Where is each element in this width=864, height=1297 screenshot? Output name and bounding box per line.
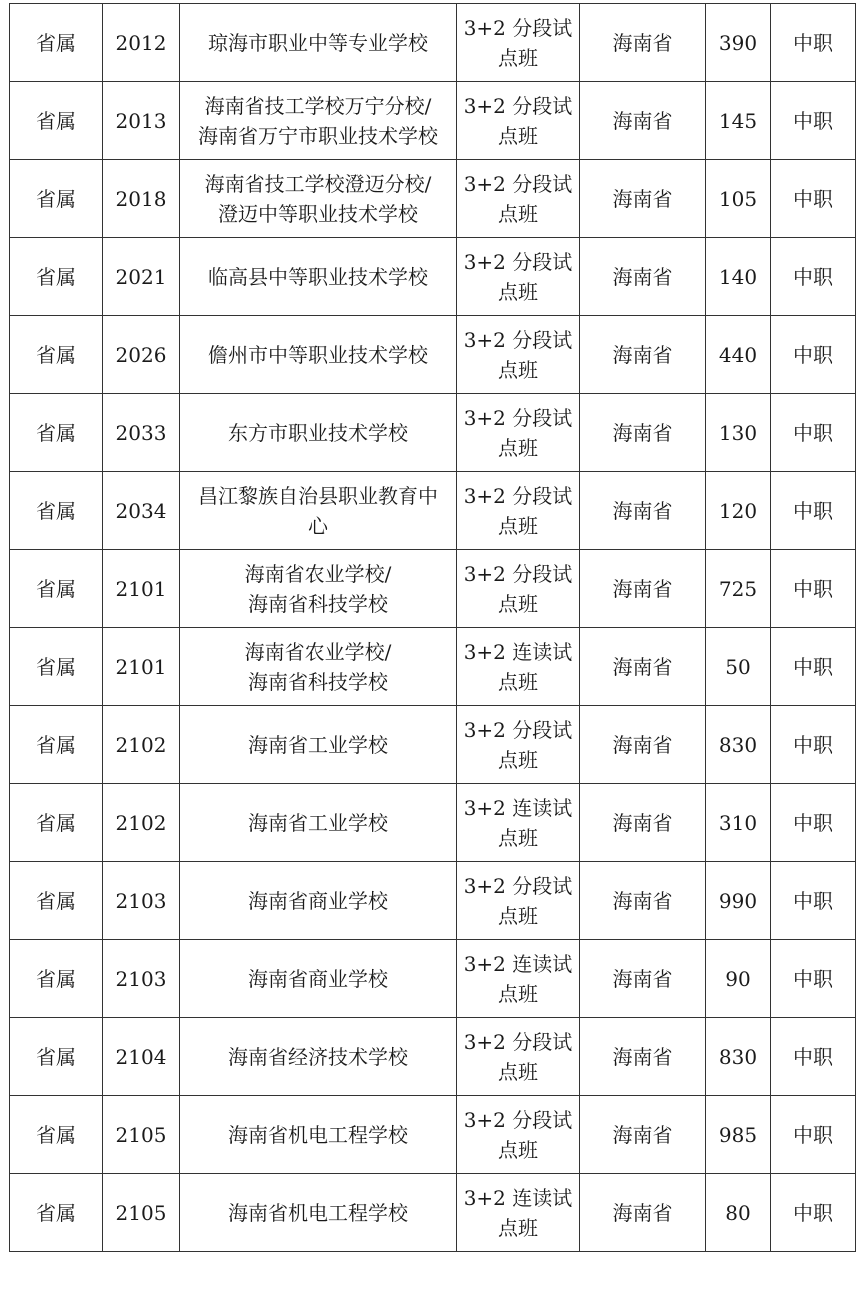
level-cell-line: 中职 xyxy=(793,732,833,757)
level-cell xyxy=(771,784,856,862)
table-row xyxy=(10,1096,856,1174)
school-name-cell-line: 澄迈中等职业技术学校 xyxy=(218,201,418,226)
level-cell xyxy=(771,1018,856,1096)
program-type-cell xyxy=(457,784,580,862)
level-cell xyxy=(771,4,856,82)
school-code-cell-line: 2102 xyxy=(115,810,167,835)
school-name-cell-line: 海南省机电工程学校 xyxy=(228,1200,408,1225)
region-cell-line: 海南省 xyxy=(612,1122,673,1147)
region-cell xyxy=(580,940,706,1018)
table-row xyxy=(10,238,856,316)
school-code-cell-line: 2102 xyxy=(115,732,167,757)
school-code-cell xyxy=(103,472,180,550)
school-code-cell xyxy=(103,394,180,472)
school-code-cell-line: 2018 xyxy=(115,186,167,211)
level-cell xyxy=(771,628,856,706)
region-cell xyxy=(580,4,706,82)
program-type-cell-line: 点班 xyxy=(498,279,538,304)
table-row xyxy=(10,4,856,82)
affiliation-cell xyxy=(10,862,103,940)
school-code-cell-line: 2033 xyxy=(115,420,167,445)
enrollment-plan-table xyxy=(9,3,856,1252)
region-cell-line: 海南省 xyxy=(612,810,673,835)
quota-cell xyxy=(706,862,771,940)
program-type-cell xyxy=(457,862,580,940)
program-type-cell-line: 3+2 分段试 xyxy=(463,93,573,118)
table-row xyxy=(10,82,856,160)
school-name-cell-line: 东方市职业技术学校 xyxy=(228,420,408,445)
level-cell xyxy=(771,862,856,940)
program-type-cell-line: 点班 xyxy=(498,45,538,70)
quota-cell-line: 80 xyxy=(725,1200,751,1225)
region-cell-line: 海南省 xyxy=(612,1044,673,1069)
school-code-cell xyxy=(103,940,180,1018)
table-row xyxy=(10,1018,856,1096)
region-cell xyxy=(580,862,706,940)
level-cell xyxy=(771,394,856,472)
affiliation-cell-line: 省属 xyxy=(36,420,76,445)
level-cell xyxy=(771,160,856,238)
school-code-cell-line: 2013 xyxy=(115,108,167,133)
region-cell-line: 海南省 xyxy=(612,342,673,367)
quota-cell-line: 830 xyxy=(718,732,758,757)
school-name-cell xyxy=(180,706,457,784)
program-type-cell-line: 3+2 分段试 xyxy=(463,1107,573,1132)
program-type-cell-line: 点班 xyxy=(498,435,538,460)
quota-cell-line: 390 xyxy=(718,30,758,55)
affiliation-cell xyxy=(10,238,103,316)
school-code-cell-line: 2034 xyxy=(115,498,167,523)
quota-cell-line: 120 xyxy=(718,498,758,523)
level-cell xyxy=(771,82,856,160)
school-name-cell xyxy=(180,862,457,940)
quota-cell xyxy=(706,706,771,784)
level-cell xyxy=(771,940,856,1018)
school-code-cell xyxy=(103,160,180,238)
school-code-cell xyxy=(103,550,180,628)
level-cell-line: 中职 xyxy=(793,420,833,445)
school-code-cell-line: 2104 xyxy=(115,1044,167,1069)
school-name-cell xyxy=(180,940,457,1018)
school-name-cell xyxy=(180,472,457,550)
affiliation-cell xyxy=(10,784,103,862)
school-name-cell-line: 心 xyxy=(308,513,328,538)
school-name-cell-line: 儋州市中等职业技术学校 xyxy=(208,342,428,367)
program-type-cell-line: 3+2 分段试 xyxy=(463,1029,573,1054)
quota-cell xyxy=(706,940,771,1018)
region-cell xyxy=(580,160,706,238)
school-code-cell xyxy=(103,1018,180,1096)
school-name-cell xyxy=(180,628,457,706)
school-name-cell xyxy=(180,394,457,472)
program-type-cell-line: 3+2 分段试 xyxy=(463,483,573,508)
school-code-cell-line: 2101 xyxy=(115,654,167,679)
quota-cell xyxy=(706,550,771,628)
table-row xyxy=(10,784,856,862)
program-type-cell-line: 点班 xyxy=(498,981,538,1006)
quota-cell xyxy=(706,394,771,472)
affiliation-cell-line: 省属 xyxy=(36,1122,76,1147)
affiliation-cell xyxy=(10,82,103,160)
school-name-cell-line: 昌江黎族自治县职业教育中 xyxy=(198,483,438,508)
program-type-cell xyxy=(457,1018,580,1096)
region-cell-line: 海南省 xyxy=(612,576,673,601)
school-name-cell-line: 海南省经济技术学校 xyxy=(228,1044,408,1069)
school-name-cell-line: 临高县中等职业技术学校 xyxy=(208,264,428,289)
program-type-cell-line: 3+2 分段试 xyxy=(463,873,573,898)
quota-cell xyxy=(706,4,771,82)
region-cell-line: 海南省 xyxy=(612,420,673,445)
affiliation-cell xyxy=(10,4,103,82)
region-cell xyxy=(580,550,706,628)
program-type-cell-line: 点班 xyxy=(498,357,538,382)
quota-cell xyxy=(706,784,771,862)
affiliation-cell xyxy=(10,1018,103,1096)
school-code-cell xyxy=(103,628,180,706)
program-type-cell-line: 3+2 分段试 xyxy=(463,15,573,40)
affiliation-cell-line: 省属 xyxy=(36,654,76,679)
school-code-cell xyxy=(103,706,180,784)
level-cell-line: 中职 xyxy=(793,1044,833,1069)
affiliation-cell xyxy=(10,394,103,472)
school-code-cell xyxy=(103,82,180,160)
quota-cell-line: 830 xyxy=(718,1044,758,1069)
region-cell xyxy=(580,1018,706,1096)
quota-cell xyxy=(706,160,771,238)
level-cell-line: 中职 xyxy=(793,1122,833,1147)
program-type-cell-line: 点班 xyxy=(498,825,538,850)
level-cell xyxy=(771,472,856,550)
region-cell-line: 海南省 xyxy=(612,498,673,523)
affiliation-cell xyxy=(10,472,103,550)
program-type-cell xyxy=(457,238,580,316)
program-type-cell-line: 3+2 分段试 xyxy=(463,405,573,430)
quota-cell xyxy=(706,316,771,394)
school-name-cell xyxy=(180,82,457,160)
table-row xyxy=(10,160,856,238)
program-type-cell-line: 点班 xyxy=(498,1215,538,1240)
school-name-cell-line: 海南省商业学校 xyxy=(248,966,388,991)
program-type-cell xyxy=(457,706,580,784)
school-code-cell-line: 2101 xyxy=(115,576,167,601)
level-cell-line: 中职 xyxy=(793,186,833,211)
program-type-cell xyxy=(457,1096,580,1174)
program-type-cell xyxy=(457,4,580,82)
affiliation-cell xyxy=(10,160,103,238)
school-name-cell xyxy=(180,1018,457,1096)
affiliation-cell-line: 省属 xyxy=(36,576,76,601)
school-code-cell-line: 2105 xyxy=(115,1200,167,1225)
quota-cell xyxy=(706,1018,771,1096)
quota-cell-line: 145 xyxy=(718,108,758,133)
program-type-cell-line: 点班 xyxy=(498,123,538,148)
level-cell-line: 中职 xyxy=(793,810,833,835)
program-type-cell-line: 点班 xyxy=(498,201,538,226)
region-cell-line: 海南省 xyxy=(612,186,673,211)
region-cell-line: 海南省 xyxy=(612,654,673,679)
school-name-cell xyxy=(180,4,457,82)
affiliation-cell xyxy=(10,316,103,394)
region-cell xyxy=(580,1174,706,1252)
school-code-cell-line: 2105 xyxy=(115,1122,167,1147)
region-cell-line: 海南省 xyxy=(612,966,673,991)
region-cell xyxy=(580,472,706,550)
program-type-cell-line: 点班 xyxy=(498,747,538,772)
level-cell-line: 中职 xyxy=(793,342,833,367)
region-cell xyxy=(580,238,706,316)
school-name-cell xyxy=(180,160,457,238)
program-type-cell-line: 3+2 分段试 xyxy=(463,171,573,196)
school-code-cell xyxy=(103,862,180,940)
school-name-cell-line: 海南省商业学校 xyxy=(248,888,388,913)
quota-cell-line: 990 xyxy=(718,888,758,913)
affiliation-cell xyxy=(10,550,103,628)
level-cell-line: 中职 xyxy=(793,30,833,55)
school-code-cell-line: 2103 xyxy=(115,888,167,913)
program-type-cell xyxy=(457,550,580,628)
affiliation-cell-line: 省属 xyxy=(36,966,76,991)
school-name-cell-line: 海南省工业学校 xyxy=(248,810,388,835)
table-row xyxy=(10,316,856,394)
level-cell-line: 中职 xyxy=(793,1200,833,1225)
program-type-cell xyxy=(457,160,580,238)
quota-cell xyxy=(706,1096,771,1174)
school-code-cell-line: 2103 xyxy=(115,966,167,991)
quota-cell-line: 440 xyxy=(718,342,758,367)
program-type-cell-line: 3+2 连读试 xyxy=(463,639,573,664)
program-type-cell-line: 3+2 连读试 xyxy=(463,951,573,976)
school-name-cell xyxy=(180,784,457,862)
level-cell-line: 中职 xyxy=(793,654,833,679)
school-code-cell xyxy=(103,4,180,82)
program-type-cell xyxy=(457,940,580,1018)
affiliation-cell xyxy=(10,940,103,1018)
table-row xyxy=(10,472,856,550)
level-cell-line: 中职 xyxy=(793,888,833,913)
school-code-cell-line: 2021 xyxy=(115,264,167,289)
level-cell xyxy=(771,1174,856,1252)
level-cell xyxy=(771,238,856,316)
affiliation-cell-line: 省属 xyxy=(36,264,76,289)
level-cell-line: 中职 xyxy=(793,966,833,991)
program-type-cell xyxy=(457,472,580,550)
quota-cell-line: 140 xyxy=(718,264,758,289)
quota-cell-line: 985 xyxy=(718,1122,758,1147)
program-type-cell xyxy=(457,628,580,706)
region-cell-line: 海南省 xyxy=(612,1200,673,1225)
table-row xyxy=(10,628,856,706)
region-cell xyxy=(580,82,706,160)
program-type-cell-line: 点班 xyxy=(498,513,538,538)
school-name-cell-line: 海南省科技学校 xyxy=(248,591,388,616)
affiliation-cell-line: 省属 xyxy=(36,186,76,211)
school-code-cell xyxy=(103,1096,180,1174)
school-name-cell-line: 海南省农业学校/ xyxy=(244,639,392,664)
affiliation-cell-line: 省属 xyxy=(36,1044,76,1069)
program-type-cell-line: 点班 xyxy=(498,669,538,694)
program-type-cell-line: 点班 xyxy=(498,1059,538,1084)
program-type-cell-line: 3+2 连读试 xyxy=(463,1185,573,1210)
quota-cell-line: 50 xyxy=(725,654,751,679)
affiliation-cell-line: 省属 xyxy=(36,108,76,133)
affiliation-cell-line: 省属 xyxy=(36,30,76,55)
affiliation-cell-line: 省属 xyxy=(36,810,76,835)
region-cell-line: 海南省 xyxy=(612,108,673,133)
school-code-cell xyxy=(103,1174,180,1252)
region-cell-line: 海南省 xyxy=(612,888,673,913)
quota-cell-line: 105 xyxy=(718,186,758,211)
region-cell-line: 海南省 xyxy=(612,30,673,55)
school-name-cell xyxy=(180,550,457,628)
level-cell-line: 中职 xyxy=(793,264,833,289)
quota-cell xyxy=(706,82,771,160)
level-cell xyxy=(771,550,856,628)
school-name-cell-line: 海南省技工学校万宁分校/ xyxy=(204,93,432,118)
affiliation-cell xyxy=(10,1174,103,1252)
region-cell xyxy=(580,394,706,472)
table-row xyxy=(10,1174,856,1252)
affiliation-cell xyxy=(10,628,103,706)
school-name-cell xyxy=(180,316,457,394)
table-row xyxy=(10,394,856,472)
school-name-cell-line: 海南省农业学校/ xyxy=(244,561,392,586)
program-type-cell-line: 3+2 分段试 xyxy=(463,717,573,742)
level-cell xyxy=(771,706,856,784)
quota-cell-line: 310 xyxy=(718,810,758,835)
school-code-cell xyxy=(103,238,180,316)
region-cell xyxy=(580,706,706,784)
quota-cell-line: 130 xyxy=(718,420,758,445)
table-row xyxy=(10,862,856,940)
program-type-cell-line: 点班 xyxy=(498,1137,538,1162)
program-type-cell xyxy=(457,82,580,160)
program-type-cell xyxy=(457,394,580,472)
affiliation-cell-line: 省属 xyxy=(36,888,76,913)
region-cell xyxy=(580,784,706,862)
program-type-cell xyxy=(457,1174,580,1252)
school-code-cell xyxy=(103,316,180,394)
region-cell-line: 海南省 xyxy=(612,264,673,289)
program-type-cell-line: 3+2 分段试 xyxy=(463,249,573,274)
table-row xyxy=(10,940,856,1018)
program-type-cell xyxy=(457,316,580,394)
quota-cell-line: 725 xyxy=(718,576,758,601)
region-cell xyxy=(580,316,706,394)
school-name-cell xyxy=(180,1096,457,1174)
program-type-cell-line: 点班 xyxy=(498,903,538,928)
program-type-cell-line: 3+2 分段试 xyxy=(463,561,573,586)
school-name-cell-line: 琼海市职业中等专业学校 xyxy=(208,30,428,55)
table-row xyxy=(10,550,856,628)
affiliation-cell xyxy=(10,1096,103,1174)
region-cell-line: 海南省 xyxy=(612,732,673,757)
school-name-cell-line: 海南省科技学校 xyxy=(248,669,388,694)
table-body xyxy=(10,4,856,1252)
quota-cell-line: 90 xyxy=(725,966,751,991)
school-name-cell-line: 海南省技工学校澄迈分校/ xyxy=(204,171,432,196)
region-cell xyxy=(580,1096,706,1174)
quota-cell xyxy=(706,472,771,550)
quota-cell xyxy=(706,1174,771,1252)
school-code-cell xyxy=(103,784,180,862)
school-name-cell-line: 海南省万宁市职业技术学校 xyxy=(198,123,438,148)
quota-cell xyxy=(706,238,771,316)
school-code-cell-line: 2026 xyxy=(115,342,167,367)
school-name-cell xyxy=(180,1174,457,1252)
school-name-cell-line: 海南省工业学校 xyxy=(248,732,388,757)
level-cell-line: 中职 xyxy=(793,498,833,523)
program-type-cell-line: 3+2 分段试 xyxy=(463,327,573,352)
level-cell xyxy=(771,316,856,394)
quota-cell xyxy=(706,628,771,706)
program-type-cell-line: 点班 xyxy=(498,591,538,616)
affiliation-cell-line: 省属 xyxy=(36,732,76,757)
program-type-cell-line: 3+2 连读试 xyxy=(463,795,573,820)
affiliation-cell-line: 省属 xyxy=(36,498,76,523)
level-cell xyxy=(771,1096,856,1174)
affiliation-cell xyxy=(10,706,103,784)
school-name-cell xyxy=(180,238,457,316)
school-code-cell-line: 2012 xyxy=(115,30,167,55)
table-row xyxy=(10,706,856,784)
affiliation-cell-line: 省属 xyxy=(36,1200,76,1225)
region-cell xyxy=(580,628,706,706)
level-cell-line: 中职 xyxy=(793,108,833,133)
level-cell-line: 中职 xyxy=(793,576,833,601)
school-name-cell-line: 海南省机电工程学校 xyxy=(228,1122,408,1147)
affiliation-cell-line: 省属 xyxy=(36,342,76,367)
